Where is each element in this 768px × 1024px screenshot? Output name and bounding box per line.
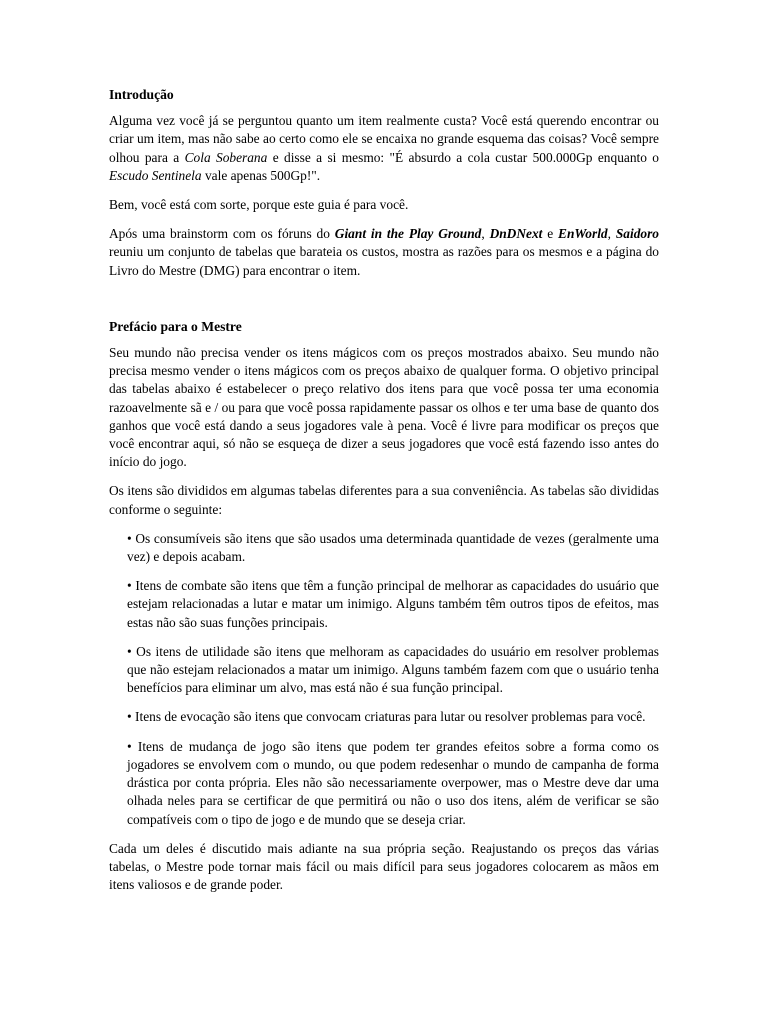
forum-name-giant: Giant in the Play Ground xyxy=(334,226,482,242)
preface-paragraph-2: Os itens são divididos em algumas tabelas diferentes para a sua conveniência. As tabelas são divididas conforme o seguinte: xyxy=(109,483,659,517)
forum-name-enworld: EnWorld xyxy=(558,226,608,242)
author-name-saidoro: Saidoro xyxy=(615,226,659,242)
intro-p3-sep-2: e xyxy=(542,226,559,242)
escudo-sentinela-item-name: Escudo Sentinela xyxy=(109,167,202,183)
forum-name-dndnext: DnDNext xyxy=(489,226,543,242)
section-spacer xyxy=(109,291,659,318)
preface-heading: Prefácio para o Mestre xyxy=(109,318,242,334)
bullet-utility-items: • Os itens de utilidade são itens que melhoram as capacidades do usuário em resolver problemas que não estejam relacionados a matar um inimigo. Alguns também fazem com que o usuário tenha benefícios para eliminar um alvo, mas está não é sua função principal. xyxy=(127,643,659,696)
bullet-consumables: • Os consumíveis são itens que são usados uma determinada quantidade de vezes (geralmente uma vez) e depois acabam. xyxy=(127,530,659,565)
intro-paragraph-1 xyxy=(109,112,659,185)
intro-p3-text-a: Após uma brainstorm com os fóruns do xyxy=(109,226,335,242)
intro-p1-text-b: e disse a si mesmo: "É absurdo a cola custar 500.000Gp enquanto o xyxy=(267,149,659,165)
bullet-summoning-items: • Itens de evocação são itens que convocam criaturas para lutar ou resolver problemas para você. xyxy=(127,709,646,725)
preface-paragraph-1: Seu mundo não precisa vender os itens mágicos com os preços mostrados abaixo. Seu mundo não precisa mesmo vender o itens mágicos com os preços abaixo de qualquer forma. O objetivo principal das tabelas abaixo é estabelecer o preço relativo dos itens para que você possa ter uma economia razoavelmente sã e / ou para que você possa rapidamente passar os olhos e ter uma base de quanto dos ganhos que você está dando a seus jogadores vale à pena. Você é livre para modificar os preços que você encontrar aqui, só não se esqueça de dizer a seus jogadores que você está fazendo isso antes do início do jogo. xyxy=(109,345,659,470)
bullet-game-changing-items: • Itens de mudança de jogo são itens que podem ter grandes efeitos sobre a forma como os jogadores se envolvem com o mundo, ou que podem redesenhar o mundo de campanha de forma drástica por conta própria. Eles não são necessariamente overpower, mas o Mestre deve dar uma olhada neles para se certificar de que permitirá ou não o uso dos itens, além de verificar se são compatíveis com o tipo de jogo e de mundo que se deseja criar. xyxy=(127,738,659,827)
bullet-combat-items: • Itens de combate são itens que têm a função principal de melhorar as capacidades do usuário que estejam relacionadas a lutar e matar um inimigo. Alguns também têm outros tipos de efeitos, mas estas não são suas funções principais. xyxy=(127,578,659,630)
document-page xyxy=(109,86,659,905)
intro-p1-text-c: vale apenas 500Gp!". xyxy=(201,167,321,183)
intro-heading: Introdução xyxy=(109,87,174,102)
intro-p1-text-a: Alguma vez você já se perguntou quanto um item realmente custa? Você está querendo encontrar ou criar um item, mas não sabe ao certo como ele se encaixa no grande esquema das coisas? Você sempre olhou para a xyxy=(109,113,659,165)
intro-paragraph-3 xyxy=(109,225,659,280)
preface-paragraph-3: Cada um deles é discutido mais adiante na sua própria seção. Reajustando os preços das várias tabelas, o Mestre pode tornar mais fácil ou mais difícil para seus jogadores colocarem as mãos em itens valiosos e de grande poder. xyxy=(109,840,659,893)
cola-soberana-item-name: Cola Soberana xyxy=(184,149,268,165)
intro-p3-text-b: reuniu um conjunto de tabelas que barateia os custos, mostra as razões para os mesmos e a página do Livro do Mestre (DMG) para encontrar o item. xyxy=(109,244,659,278)
intro-p3-sep-3: , xyxy=(607,226,616,242)
intro-paragraph-2: Bem, você está com sorte, porque este guia é para você. xyxy=(109,197,409,213)
intro-p3-sep-1: , xyxy=(481,226,490,242)
